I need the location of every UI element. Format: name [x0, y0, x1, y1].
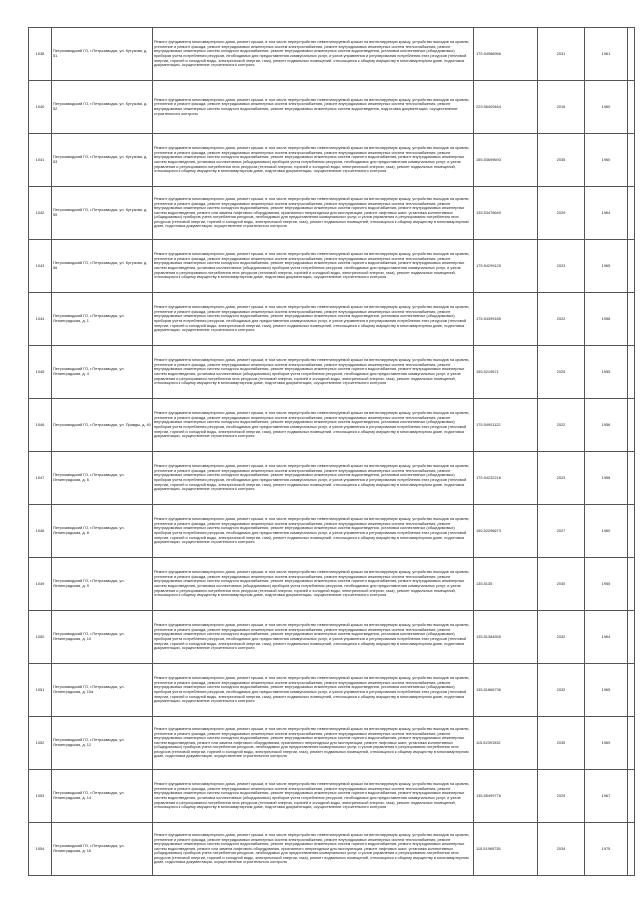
row-address: Петрозаводский ГО, г.Петрозаводск, ул. Ленинградская, д. 6: [52, 452, 153, 505]
row-cost: 175.54299125: [474, 240, 538, 293]
row-repair-year: 2034: [538, 823, 585, 876]
row-works: Ремонт фундамента многоквартирного дома, ремонт крыши, в том числе переустройство невентилируемой крыши на вентилируемую крышу, устройство выходов на кровлю, утепление и ремонт фасада, ремонт внутридомовых инженерных систем электроснабжения, ремонт внутридомовых инженерных систем теплоснабжения, ремонт внутридомовых инженерных систем холодного водоснабжения, ремонт внутридомовых инженерных систем водоотведения, установка коллективных (общедомовых) приборов учета потребления ресурсов, необходимых для предоставления коммунальных услуг, и узлов управления и регулирования потребления этих ресурсов (тепловой энергии, горячей и холодной воды, электрической энергии, газа), ремонт подвальных помещений, относящихся к общему имуществу в многоквартирном доме, подготовка документации, осуществление строительного контроля: [153, 611, 474, 664]
capital-repair-table: [28, 27, 635, 876]
row-built-year: 1964: [585, 611, 628, 664]
row-spacer: [628, 717, 635, 770]
row-cost: 155.5219671: [474, 346, 538, 399]
table-row: [29, 611, 635, 664]
table-row: [29, 399, 635, 452]
row-built-year: 1956: [585, 399, 628, 452]
table-row: [29, 346, 635, 399]
row-number: 1041: [29, 134, 52, 187]
row-built-year: 1958: [585, 452, 628, 505]
row-address: Петрозаводский ГО, г.Петрозаводск, ул. Кутузова, д. 53: [52, 134, 153, 187]
row-spacer: [628, 770, 635, 823]
row-repair-year: 2027: [538, 505, 585, 558]
row-address: Петрозаводский ГО, г.Петрозаводск, ул. Ленинградская, д. 10: [52, 611, 153, 664]
row-number: 1044: [29, 293, 52, 346]
row-built-year: 1960: [585, 505, 628, 558]
row-built-year: 1961: [585, 28, 628, 81]
row-number: 1043: [29, 240, 52, 293]
row-spacer: [628, 452, 635, 505]
row-address: Петрозаводский ГО, г.Петрозаводск, ул. Ленинградская, д. 4: [52, 346, 153, 399]
row-number: 1038: [29, 28, 52, 81]
row-spacer: [628, 187, 635, 240]
row-cost: 155.52296673: [474, 505, 538, 558]
row-repair-year: 2025: [538, 346, 585, 399]
row-works: Ремонт фундамента многоквартирного дома, ремонт крыши, в том числе переустройство невентилируемой крыши на вентилируемую крышу, устройство выходов на кровлю, утепление и ремонт фасада, ремонт внутридомовых инженерных систем электроснабжения, ремонт внутридомовых инженерных систем теплоснабжения, ремонт внутридомовых инженерных систем холодного водоснабжения, ремонт внутридомовых инженерных систем горячего водоснабжения, ремонт внутридомовых инженерных систем водоотведения, ремонт или замена лифтового оборудования, признанного непригодным для эксплуатации, ремонт лифтовых шахт, установка коллективных (общедомовых) приборов учета потребления ресурсов, необходимых для предоставления коммунальных услуг, и узлов управления и регулирования потребления этих ресурсов (тепловой энергии, горячей и холодной воды, электрической энергии, газа), ремонт подвальных помещений, относящихся к общему имуществу в многоквартирном доме, подготовка документации, осуществление строительного контроля: [153, 187, 474, 240]
row-works: Ремонт фундамента многоквартирного дома, ремонт крыши, в том числе переустройство невентилируемой крыши на вентилируемую крышу, устройство выходов на кровлю, утепление и ремонт фасада, ремонт внутридомовых инженерных систем электроснабжения, ремонт внутридомовых инженерных систем теплоснабжения, ремонт внутридомовых инженерных систем холодного водоснабжения, ремонт внутридомовых инженерных систем горячего водоснабжения, ремонт внутридомовых инженерных систем водоотведения, установка коллективных (общедомовых) приборов учета потребления ресурсов, необходимых для предоставления коммунальных услуг, и узлов управления и регулирования потребления этих ресурсов (тепловой энергии, горячей и холодной воды, электрической энергии, газа), ремонт подвальных помещений, относящихся к общему имуществу в многоквартирном доме, подготовка документации, осуществление строительного контроля: [153, 770, 474, 823]
row-number: 1054: [29, 823, 52, 876]
row-spacer: [628, 81, 635, 134]
row-repair-year: 2029: [538, 187, 585, 240]
row-works: Ремонт фундамента многоквартирного дома, ремонт крыши, в том числе переустройство невентилируемой крыши на вентилируемую крышу, устройство выходов на кровлю, утепление и ремонт фасада, ремонт внутридомовых инженерных систем электроснабжения, ремонт внутридомовых инженерных систем теплоснабжения, ремонт внутридомовых инженерных систем холодного водоснабжения, ремонт внутридомовых инженерных систем водоотведения, установка коллективных (общедомовых) приборов учета потребления ресурсов, необходимых для предоставления коммунальных услуг, и узлов управления и регулирования потребления этих ресурсов (тепловой энергии, горячей и холодной воды, электрической энергии, газа), ремонт подвальных помещений, относящихся к общему имуществу в многоквартирном доме, подготовка документации, осуществление строительного контроля: [153, 452, 474, 505]
row-address: Петрозаводский ГО, г.Петрозаводск, ул. Кутузова, д. 52: [52, 81, 153, 134]
row-address: Петрозаводский ГО, г.Петрозаводск, ул. Кутузова, д. 56: [52, 240, 153, 293]
row-repair-year: 2030: [538, 558, 585, 611]
row-cost: 135.53476649: [474, 187, 538, 240]
row-number: 1047: [29, 452, 52, 505]
row-number: 1052: [29, 717, 52, 770]
table-row: [29, 134, 635, 187]
row-repair-year: 2029: [538, 770, 585, 823]
row-built-year: 1965: [585, 240, 628, 293]
table-row: [29, 28, 635, 81]
row-cost: 135.51866736: [474, 664, 538, 717]
row-spacer: [628, 346, 635, 399]
row-spacer: [628, 558, 635, 611]
row-cost: 115.51989735: [474, 823, 538, 876]
row-works: Ремонт фундамента многоквартирного дома, ремонт крыши, в том числе переустройство невентилируемой крыши на вентилируемую крышу, устройство выходов на кровлю, утепление и ремонт фасада, ремонт внутридомовых инженерных систем электроснабжения, ремонт внутридомовых инженерных систем теплоснабжения, ремонт внутридомовых инженерных систем холодного водоснабжения, ремонт внутридомовых инженерных систем горячего водоснабжения, ремонт внутридомовых инженерных систем водоотведения, установка коллективных (общедомовых) приборов учета потребления ресурсов, необходимых для предоставления коммунальных услуг, и узлов управления и регулирования потребления этих ресурсов (тепловой энергии, горячей и холодной воды, электрической энергии, газа), ремонт подвальных помещений, относящихся к общему имуществу в многоквартирном доме, подготовка документации, осуществление строительного контроля: [153, 558, 474, 611]
row-cost: 175.54986966: [474, 28, 538, 81]
row-cost: 229.56409464: [474, 81, 538, 134]
row-repair-year: 2023: [538, 452, 585, 505]
row-spacer: [628, 28, 635, 81]
table-row: [29, 558, 635, 611]
row-number: 1046: [29, 399, 52, 452]
row-number: 1053: [29, 770, 52, 823]
table-row: [29, 452, 635, 505]
row-repair-year: 2035: [538, 134, 585, 187]
row-address: Петрозаводский ГО, г.Петрозаводск, ул. Ленинградская, д. 1: [52, 293, 153, 346]
row-number: 1048: [29, 505, 52, 558]
row-number: 1040: [29, 81, 52, 134]
row-works: Ремонт фундамента многоквартирного дома, ремонт крыши, в том числе переустройство невентилируемой крыши на вентилируемую крышу, устройство выходов на кровлю, утепление и ремонт фасада, ремонт внутридомовых инженерных систем электроснабжения, ремонт внутридомовых инженерных систем теплоснабжения, ремонт внутридомовых инженерных систем холодного водоснабжения, ремонт внутридомовых инженерных систем водоотведения, установка коллективных (общедомовых) приборов учета потребления ресурсов, необходимых для предоставления коммунальных услуг, и узлов управления и регулирования потребления этих ресурсов (тепловой энергии, горячей и холодной воды, электрической энергии, газа), ремонт подвальных помещений, относящихся к общему имуществу в многоквартирном доме, подготовка документации, осуществление строительного контроля: [153, 399, 474, 452]
row-works: Ремонт фундамента многоквартирного дома, ремонт крыши, в том числе переустройство невентилируемой крыши на вентилируемую крышу, устройство выходов на кровлю, утепление и ремонт фасада, ремонт внутридомовых инженерных систем электроснабжения, ремонт внутридомовых инженерных систем теплоснабжения, ремонт внутридомовых инженерных систем холодного водоснабжения, ремонт внутридомовых инженерных систем горячего водоснабжения, ремонт внутридомовых инженерных систем водоотведения, установка коллективных (общедомовых) приборов учета потребления ресурсов, необходимых для предоставления коммунальных услуг, и узлов управления и регулирования потребления этих ресурсов (тепловой энергии, горячей и холодной воды, электрической энергии, газа), ремонт подвальных помещений, относящихся к общему имуществу в многоквартирном доме, подготовка документации, осуществление строительного контроля: [153, 240, 474, 293]
row-repair-year: 2031: [538, 28, 585, 81]
table-body: [29, 28, 635, 876]
row-number: 1042: [29, 187, 52, 240]
row-built-year: 1955: [585, 346, 628, 399]
row-address: Петрозаводский ГО, г.Петрозаводск, ул. Ленинградская, д. 14: [52, 770, 153, 823]
row-repair-year: 2032: [538, 664, 585, 717]
row-repair-year: 2035: [538, 717, 585, 770]
table-row: [29, 505, 635, 558]
row-number: 1045: [29, 346, 52, 399]
row-repair-year: 2032: [538, 611, 585, 664]
row-cost: 115.52391532: [474, 717, 538, 770]
row-works: Ремонт фундамента многоквартирного дома, ремонт крыши, в том числе переустройство невентилируемой крыши на вентилируемую крышу, устройство выходов на кровлю, утепление и ремонт фасада, ремонт внутридомовых инженерных систем электроснабжения, ремонт внутридомовых инженерных систем теплоснабжения, ремонт внутридомовых инженерных систем холодного водоснабжения, ремонт внутридомовых инженерных систем водоотведения, установка коллективных (общедомовых) приборов учета потребления ресурсов, необходимых для предоставления коммунальных услуг, и узлов управления и регулирования потребления этих ресурсов (тепловой энергии, горячей и холодной воды, электрической энергии, газа), ремонт подвальных помещений, относящихся к общему имуществу в многоквартирном доме, подготовка документации, осуществление строительного контроля: [153, 293, 474, 346]
row-spacer: [628, 240, 635, 293]
row-spacer: [628, 505, 635, 558]
row-cost: 175.54232218: [474, 452, 538, 505]
row-built-year: 1975: [585, 823, 628, 876]
row-address: Петрозаводский ГО, г.Петрозаводск, ул. Ленинградская, д. 9: [52, 558, 153, 611]
table-row: [29, 770, 635, 823]
row-built-year: 1960: [585, 81, 628, 134]
row-number: 1050: [29, 611, 52, 664]
row-address: Петрозаводский ГО, г.Петрозаводск, ул. Кутузова, д. 55: [52, 187, 153, 240]
row-built-year: 1958: [585, 293, 628, 346]
row-built-year: 1965: [585, 664, 628, 717]
row-repair-year: 2016: [538, 81, 585, 134]
row-built-year: 1964: [585, 187, 628, 240]
row-works: Ремонт фундамента многоквартирного дома, ремонт крыши, в том числе переустройство невентилируемой крыши на вентилируемую крышу, устройство выходов на кровлю, утепление и ремонт фасада, ремонт внутридомовых инженерных систем электроснабжения, ремонт внутридомовых инженерных систем теплоснабжения, ремонт внутридомовых инженерных систем холодного водоснабжения, ремонт внутридомовых инженерных систем водоотведения, установка коллективных (общедомовых) приборов учета потребления ресурсов, необходимых для предоставления коммунальных услуг, и узлов управления и регулирования потребления этих ресурсов (тепловой энергии, горячей и холодной воды, электрической энергии, газа), ремонт подвальных помещений, относящихся к общему имуществу в многоквартирном доме, подготовка документации, осуществление строительного контроля: [153, 664, 474, 717]
row-address: Петрозаводский ГО, г.Петрозаводск, ул. Ленинградская, д. 8: [52, 505, 153, 558]
row-built-year: 1969: [585, 717, 628, 770]
row-works: Ремонт фундамента многоквартирного дома, ремонт крыши, в том числе переустройство невентилируемой крыши на вентилируемую крышу, устройство выходов на кровлю, утепление и ремонт фасада, ремонт внутридомовых инженерных систем электроснабжения, ремонт внутридомовых инженерных систем теплоснабжения, ремонт внутридомовых инженерных систем холодного водоснабжения, ремонт внутридомовых инженерных систем горячего водоснабжения, ремонт внутридомовых инженерных систем водоотведения, установка коллективных (общедомовых) приборов учета потребления ресурсов, необходимых для предоставления коммунальных услуг, и узлов управления и регулирования потребления этих ресурсов (тепловой энергии, горячей и холодной воды, электрической энергии, газа), ремонт подвальных помещений, относящихся к общему имуществу в многоквартирном доме, подготовка документации, осуществление строительного контроля: [153, 346, 474, 399]
table-row: [29, 81, 635, 134]
row-spacer: [628, 823, 635, 876]
row-cost: 155.53699693: [474, 134, 538, 187]
row-repair-year: 2022: [538, 293, 585, 346]
row-works: Ремонт фундамента многоквартирного дома, ремонт крыши, в том числе переустройство невентилируемой крыши на вентилируемую крышу, устройство выходов на кровлю, утепление и ремонт фасада, ремонт внутридомовых инженерных систем электроснабжения, ремонт внутридомовых инженерных систем теплоснабжения, ремонт внутридомовых инженерных систем холодного водоснабжения, ремонт внутридомовых инженерных систем водоотведения, подготовка документации, осуществление строительного контроля: [153, 81, 474, 134]
row-works: Ремонт фундамента многоквартирного дома, ремонт крыши, в том числе переустройство невентилируемой крыши на вентилируемую крышу, устройство выходов на кровлю, утепление и ремонт фасада, ремонт внутридомовых инженерных систем электроснабжения, ремонт внутридомовых инженерных систем теплоснабжения, ремонт внутридомовых инженерных систем холодного водоснабжения, ремонт внутридомовых инженерных систем горячего водоснабжения, ремонт внутридомовых инженерных систем водоотведения, ремонт или замена лифтового оборудования, признанного непригодным для эксплуатации, ремонт лифтовых шахт, установка коллективных (общедомовых) приборов учета потребления ресурсов, необходимых для предоставления коммунальных услуг, и узлов управления и регулирования потребления этих ресурсов (тепловой энергии, горячей и холодной воды, электрической энергии, газа), ремонт подвальных помещений, относящихся к общему имуществу в многоквартирном доме, подготовка документации, осуществление строительного контроля: [153, 717, 474, 770]
row-works: Ремонт фундамента многоквартирного дома, ремонт крыши, в том числе переустройство невентилируемой крыши на вентилируемую крышу, устройство выходов на кровлю, утепление и ремонт фасада, ремонт внутридомовых инженерных систем электроснабжения, ремонт внутридомовых инженерных систем теплоснабжения, ремонт внутридомовых инженерных систем холодного водоснабжения, ремонт внутридомовых инженерных систем водоотведения, установка коллективных (общедомовых) приборов учета потребления ресурсов, необходимых для предоставления коммунальных услуг, и узлов управления и регулирования потребления этих ресурсов (тепловой энергии, горячей и холодной воды, электрической энергии, газа), ремонт подвальных помещений, относящихся к общему имуществу в многоквартирном доме, подготовка документации, осуществление строительного контроля: [153, 505, 474, 558]
row-spacer: [628, 611, 635, 664]
table-row: [29, 717, 635, 770]
row-spacer: [628, 664, 635, 717]
table-row: [29, 240, 635, 293]
row-spacer: [628, 293, 635, 346]
row-address: Петрозаводский ГО, г.Петрозаводск, ул. Ленинградская, д. 10а: [52, 664, 153, 717]
row-repair-year: 2022: [538, 399, 585, 452]
row-cost: 135.51384555: [474, 611, 538, 664]
row-works: Ремонт фундамента многоквартирного дома, ремонт крыши, в том числе переустройство невентилируемой крыши на вентилируемую крышу, устройство выходов на кровлю, утепление и ремонт фасада, ремонт внутридомовых инженерных систем электроснабжения, ремонт внутридомовых инженерных систем теплоснабжения, ремонт внутридомовых инженерных систем холодного водоснабжения, ремонт внутридомовых инженерных систем горячего водоснабжения, ремонт внутридомовых инженерных систем водоотведения, ремонт или замена лифтового оборудования, признанного непригодным для эксплуатации, ремонт лифтовых шахт, установка коллективных (общедомовых) приборов учета потребления ресурсов, необходимых для предоставления коммунальных услуг, и узлов управления и регулирования потребления этих ресурсов (тепловой энергии, горячей и холодной воды, электрической энергии, газа), ремонт подвальных помещений, относящихся к общему имуществу в многоквартирном доме, подготовка документации, осуществление строительного контроля: [153, 823, 474, 876]
row-address: Петрозаводский ГО, г.Петрозаводск, ул. Правды, д. 40: [52, 399, 153, 452]
row-number: 1049: [29, 558, 52, 611]
row-cost: 135.5135: [474, 558, 538, 611]
row-repair-year: 2023: [538, 240, 585, 293]
table-row: [29, 293, 635, 346]
row-built-year: 1960: [585, 134, 628, 187]
row-address: Петрозаводский ГО, г.Петрозаводск, ул. Ленинградская, д. 12: [52, 717, 153, 770]
row-cost: 175.54399185: [474, 293, 538, 346]
row-spacer: [628, 399, 635, 452]
row-cost: 175.54901122: [474, 399, 538, 452]
table-row: [29, 187, 635, 240]
row-spacer: [628, 134, 635, 187]
table-row: [29, 823, 635, 876]
row-works: Ремонт фундамента многоквартирного дома, ремонт крыши, в том числе переустройство невентилируемой крыши на вентилируемую крышу, устройство выходов на кровлю, утепление и ремонт фасада, ремонт внутридомовых инженерных систем электроснабжения, ремонт внутридомовых инженерных систем теплоснабжения, ремонт внутридомовых инженерных систем холодного водоснабжения, ремонт внутридомовых инженерных систем водоотведения, установка коллективных (общедомовых) приборов учета потребления ресурсов, необходимых для предоставления коммунальных услуг, и узлов управления и регулирования потребления этих ресурсов (тепловой энергии, горячей и холодной воды, электрической энергии, газа), ремонт подвальных помещений, относящихся к общему имуществу в многоквартирном доме, подготовка документации, осуществление строительного контроля: [153, 28, 474, 81]
row-built-year: 1967: [585, 770, 628, 823]
table-row: [29, 664, 635, 717]
row-works: Ремонт фундамента многоквартирного дома, ремонт крыши, в том числе переустройство невентилируемой крыши на вентилируемую крышу, устройство выходов на кровлю, утепление и ремонт фасада, ремонт внутридомовых инженерных систем электроснабжения, ремонт внутридомовых инженерных систем теплоснабжения, ремонт внутридомовых инженерных систем холодного водоснабжения, ремонт внутридомовых инженерных систем горячего водоснабжения, ремонт внутридомовых инженерных систем водоотведения, установка коллективных (общедомовых) приборов учета потребления ресурсов, необходимых для предоставления коммунальных услуг, и узлов управления и регулирования потребления этих ресурсов (тепловой энергии, горячей и холодной воды, электрической энергии, газа), ремонт подвальных помещений, относящихся к общему имуществу в многоквартирном доме, подготовка документации, осуществление строительного контроля: [153, 134, 474, 187]
document-page: [28, 27, 612, 876]
row-number: 1051: [29, 664, 52, 717]
row-built-year: 1955: [585, 558, 628, 611]
row-cost: 135.55499776: [474, 770, 538, 823]
row-address: Петрозаводский ГО, г.Петрозаводск, ул. Кутузова, д. 51: [52, 28, 153, 81]
row-address: Петрозаводский ГО, г.Петрозаводск, ул. Ленинградская, д. 16: [52, 823, 153, 876]
